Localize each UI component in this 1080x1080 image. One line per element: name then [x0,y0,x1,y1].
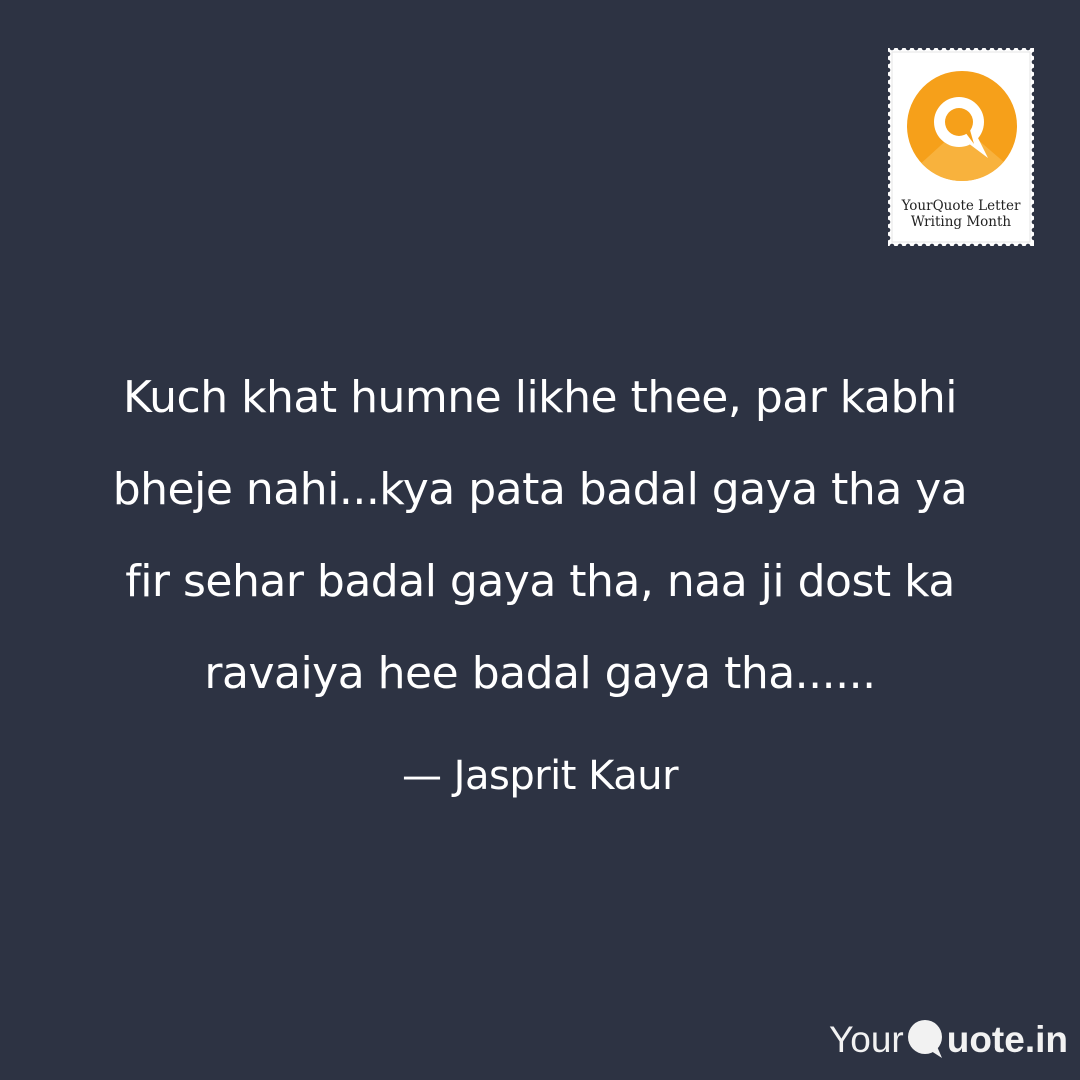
quote-line-1: Kuch khat humne likhe thee, par kabhi [122,372,958,423]
quote-line-3: fir sehar badal gaya tha, naa ji dost ka [125,556,955,607]
quote-bubble-q-icon [906,1016,946,1060]
watermark-rest: uote.in [946,1019,1068,1060]
watermark-your: Your [828,1019,904,1060]
quote-line-2: bheje nahi...kya pata badal gaya tha ya [112,464,968,515]
quote-text [40,352,1040,720]
quote-author: — Jasprit Kaur [401,753,679,799]
stamp-caption [894,198,1028,230]
yourquote-watermark [829,1010,1068,1070]
stamp-caption-line2: Writing Month [910,214,1012,230]
letter-writing-month-stamp [888,48,1034,246]
yourquote-speech-bubble-icon [904,68,1020,184]
stamp-caption-line1: YourQuote Letter [901,198,1021,214]
quote-line-4: ravaiya hee badal gaya tha...... [204,648,876,699]
